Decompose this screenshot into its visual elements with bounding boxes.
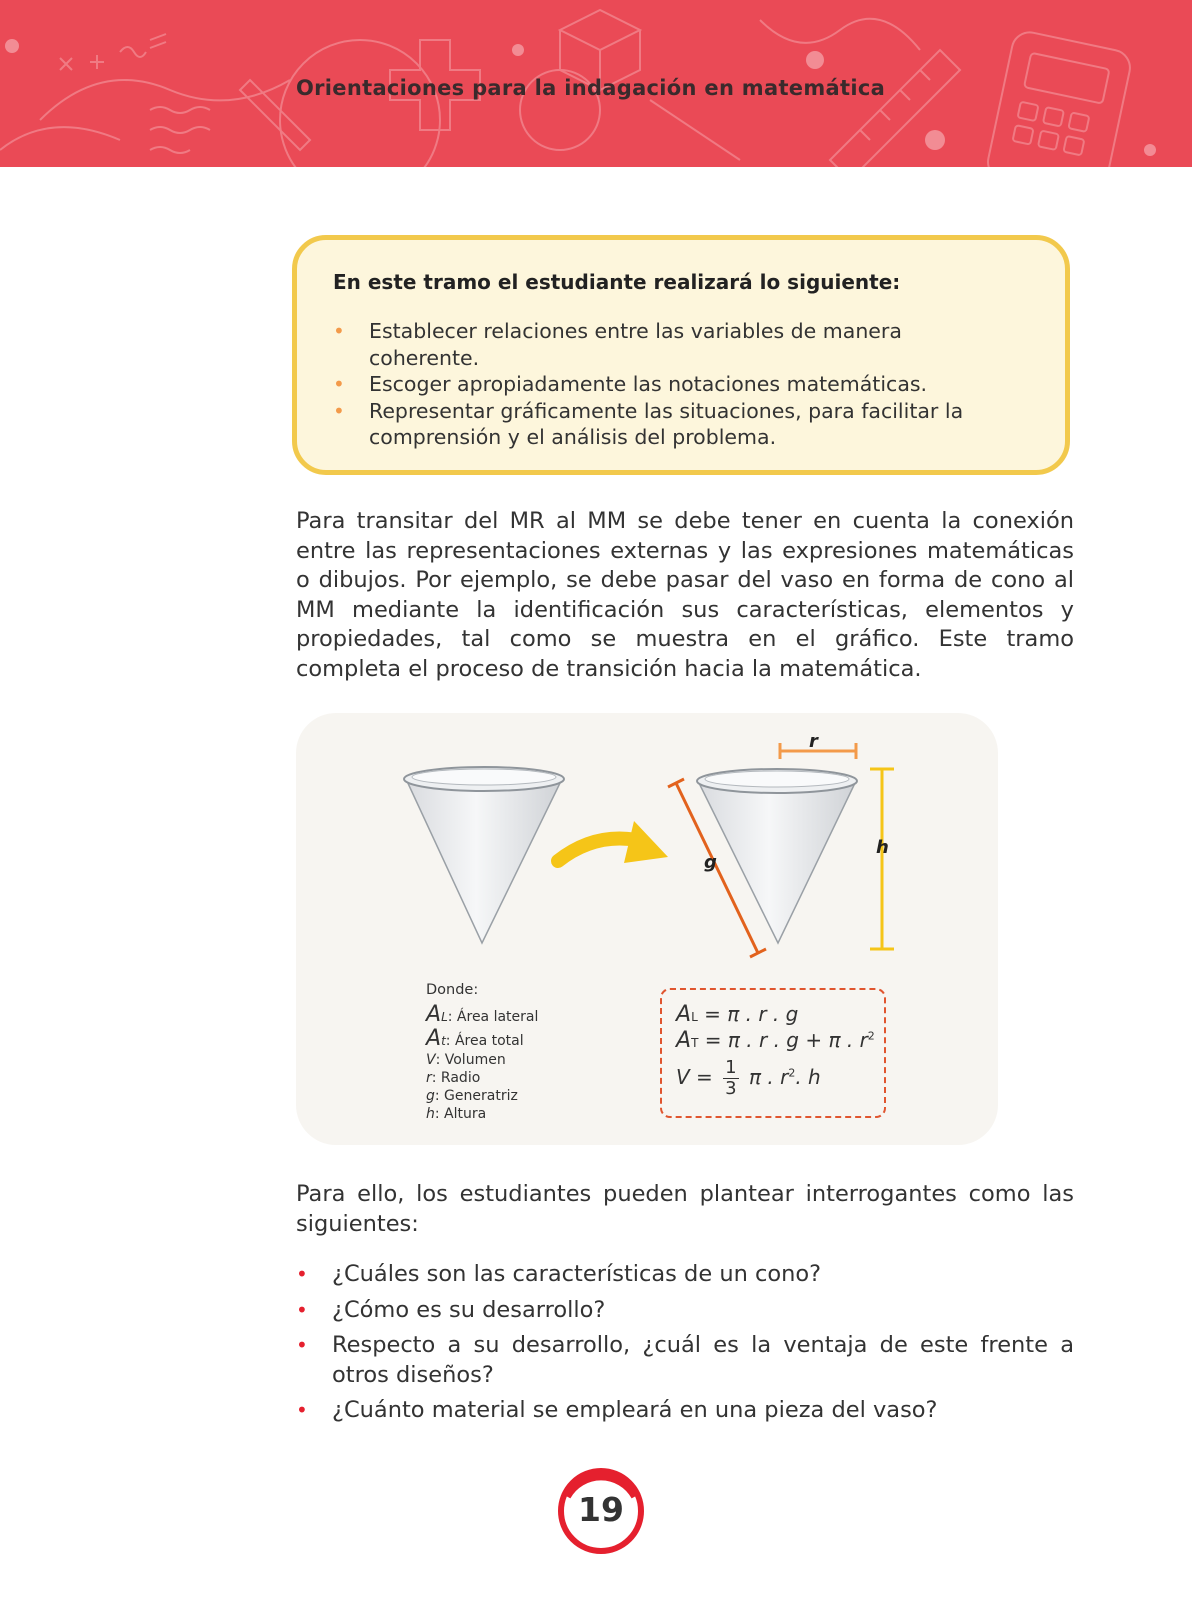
bullet-icon: • [296,1398,308,1422]
height-label: h [876,837,889,858]
list-item [296,1331,1074,1390]
legend-desc: : Altura [434,1106,487,1122]
legend-symbol: r [426,1070,432,1086]
formula-subscript: T [691,1036,699,1050]
formula-expression: = π . r . g [704,1002,799,1026]
legend-desc: : Generatriz [434,1088,518,1104]
legend-desc: : Área lateral [447,1009,539,1025]
questions-intro-paragraph: Para ello, los estudiantes pueden plantear interrogantes como las siguientes: [296,1181,1074,1237]
legend-subscript: t [441,1034,446,1048]
bullet-icon: • [333,398,345,423]
question-text: Respecto a su desarrollo, ¿cuál es la ventaja de este frente a otros diseños? [332,1332,1074,1388]
legend-row [426,1003,538,1027]
question-text: ¿Cuáles son las características de un cono? [332,1261,822,1287]
legend-symbol: A [426,1026,442,1051]
goal-item-text: Representar gráficamente las situaciones, para facilitar la comprensión y el análisis del problema. [369,398,964,449]
list-item [333,398,1013,451]
fraction-numerator: 1 [725,1057,737,1078]
formula-exponent: 2 [867,1029,875,1043]
bullet-icon: • [333,319,345,343]
list-item [333,371,1013,398]
questions-list [296,1260,1074,1432]
formula-fraction [723,1058,738,1099]
legend-title: Donde: [426,982,479,998]
bullet-icon: • [296,1262,308,1286]
legend-row [426,1105,538,1123]
radius-dimension [780,743,856,759]
list-item [296,1296,1074,1326]
formula-lateral-area [676,1002,798,1027]
legend-symbol: A [426,1002,442,1027]
goal-item-text: Establecer relaciones entre las variables de manera coherente. [369,319,902,370]
formula-expression: π . r [748,1065,789,1089]
formula-box [660,988,886,1118]
bullet-icon: • [333,372,345,396]
page-number: 19 [578,1490,624,1529]
formula-total-area [676,1028,875,1053]
height-dimension [870,769,894,949]
header-title: Orientaciones para la indagación en matemática [296,76,886,100]
paper-cup-cone-right [697,769,857,943]
page-header [0,0,1192,167]
formula-subscript: L [691,1010,698,1024]
legend-row [426,1069,538,1087]
slant-label: g [704,852,717,873]
goal-list [333,318,1013,451]
legend-desc: : Volumen [435,1052,506,1068]
bullet-icon: • [296,1333,308,1357]
formula-volume [676,1058,821,1099]
arrow-right-icon [558,821,668,863]
formula-expression: = π . r . g + π . r [704,1028,868,1052]
question-text: ¿Cómo es su desarrollo? [332,1296,606,1323]
formula-symbol: A [676,1002,692,1027]
formula-symbol: A [676,1028,692,1053]
goal-box-title: En este tramo el estudiante realizará lo siguiente: [333,270,901,294]
cone-figure [296,713,998,1145]
fraction-denominator: 3 [725,1078,737,1099]
goal-box [292,235,1070,475]
question-text: ¿Cuánto material se empleará en una pieza del vaso? [332,1397,938,1423]
legend-symbol: h [426,1106,435,1122]
goal-item-text: Escoger apropiadamente las notaciones matemáticas. [369,372,928,396]
formula-symbol: V = [676,1065,713,1089]
radius-label: r [809,731,818,752]
cone-illustration [296,713,998,1145]
legend-desc: : Área total [445,1033,524,1049]
legend-symbol: g [426,1088,435,1104]
intro-paragraph: Para transitar del MR al MM se debe tener en cuenta la conexión entre las representaciones externas y las expresiones matemáticas o dibujos. Por ejemplo, se debe pasar del vaso en forma de cono al MM mediante la identificación sus características, elementos y propiedades, tal como se muestra en el gráfico. Este tramo completa el proceso de transición hacia la matemática. [296,508,1074,682]
list-item [333,318,1013,371]
list-item [296,1396,1074,1426]
formula-exponent: 2 [788,1066,796,1080]
page-number-badge [556,1466,646,1556]
legend-row [426,1087,538,1105]
legend-row [426,1027,538,1051]
list-item [296,1260,1074,1290]
legend-row [426,1051,538,1069]
figure-legend [426,981,538,1123]
formula-expression: . h [795,1065,821,1089]
legend-subscript: L [441,1010,448,1024]
bullet-icon: • [296,1297,308,1322]
legend-symbol: V [426,1052,436,1068]
legend-desc: : Radio [431,1070,481,1086]
paper-cup-cone-left [404,767,564,943]
